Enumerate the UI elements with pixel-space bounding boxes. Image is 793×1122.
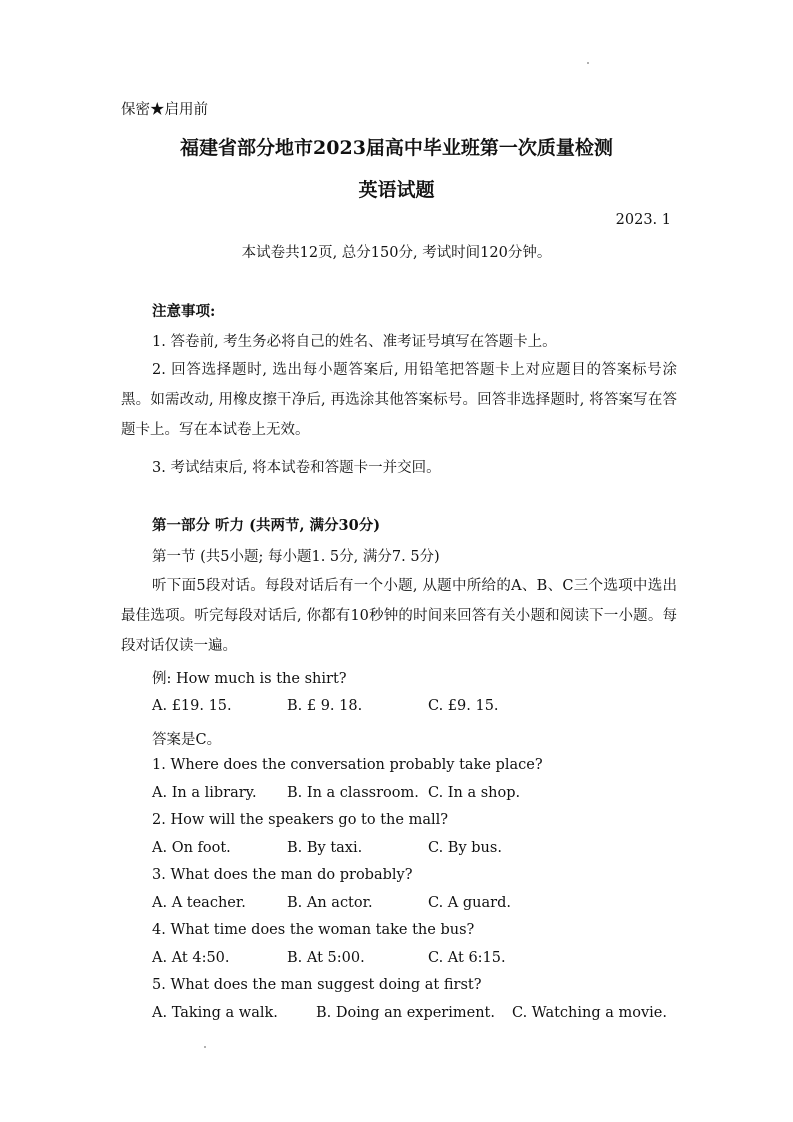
q2-option-a: A. On foot.: [152, 840, 231, 856]
q1-option-c: C. In a shop.: [428, 785, 521, 801]
note-item-1: 1. 答卷前, 考生务必将自己的姓名、准考证号填写在答题卡上。: [152, 334, 557, 350]
q5-option-c: C. Watching a movie.: [512, 1005, 667, 1021]
q3-option-c: C. A guard.: [428, 895, 511, 911]
q1-option-b: B. In a classroom.: [287, 785, 419, 801]
speck-mark: [587, 62, 589, 64]
q2-option-c: C. By bus.: [428, 840, 502, 856]
question-1: 1. Where does the conversation probably take place?: [152, 757, 543, 773]
example-option-c: C. £9. 15.: [428, 698, 499, 714]
question-2: 2. How will the speakers go to the mall?: [152, 812, 449, 828]
q3-option-b: B. An actor.: [287, 895, 373, 911]
q4-option-a: A. At 4:50.: [152, 950, 230, 966]
example-option-b: B. £ 9. 18.: [287, 698, 363, 714]
question-4: 4. What time does the woman take the bus?: [152, 922, 475, 938]
q5-option-b: B. Doing an experiment.: [316, 1005, 495, 1021]
part1-heading: 第一部分 听力 (共两节, 满分30分): [152, 517, 381, 534]
question-3: 3. What does the man do probably?: [152, 867, 413, 883]
q2-option-b: B. By taxi.: [287, 840, 363, 856]
exam-date: 2023. 1: [615, 212, 671, 228]
exam-info: 本试卷共12页, 总分150分, 考试时间120分钟。: [241, 245, 552, 261]
listening-instructions: 听下面5段对话。每段对话后有一个小题, 从题中所给的A、B、C三个选项中选出最佳选项。听完每段对话后, 你都有10秒钟的时间来回答有关小题和阅读下一小题。每段对话仅读一遍。: [121, 578, 677, 654]
speck-mark: [204, 1046, 206, 1048]
example-option-a: A. £19. 15.: [152, 698, 232, 714]
page-title: 福建省部分地市2023届高中毕业班第一次质量检测: [180, 137, 613, 159]
q3-option-a: A. A teacher.: [152, 895, 246, 911]
question-5: 5. What does the man suggest doing at first?: [152, 977, 482, 993]
section1-heading: 第一节 (共5小题; 每小题1. 5分, 满分7. 5分): [152, 549, 440, 565]
example-answer: 答案是C。: [152, 732, 222, 748]
confidential-label: 保密★启用前: [121, 102, 208, 118]
note-item-3: 3. 考试结束后, 将本试卷和答题卡一并交回。: [152, 460, 441, 476]
q1-option-a: A. In a library.: [152, 785, 257, 801]
q5-option-a: A. Taking a walk.: [152, 1005, 278, 1021]
note-item-2: 2. 回答选择题时, 选出每小题答案后, 用铅笔把答题卡上对应题目的答案标号涂黑。如需改动, 用橡皮擦干净后, 再选涂其他答案标号。回答非选择题时, 将答案写在答题卡上。写在本试卷上无效。: [121, 362, 677, 438]
notes-heading: 注意事项:: [152, 303, 216, 320]
example-question: 例: How much is the shirt?: [152, 671, 347, 687]
page-subtitle: 英语试题: [358, 179, 435, 201]
q4-option-b: B. At 5:00.: [287, 950, 365, 966]
q4-option-c: C. At 6:15.: [428, 950, 506, 966]
